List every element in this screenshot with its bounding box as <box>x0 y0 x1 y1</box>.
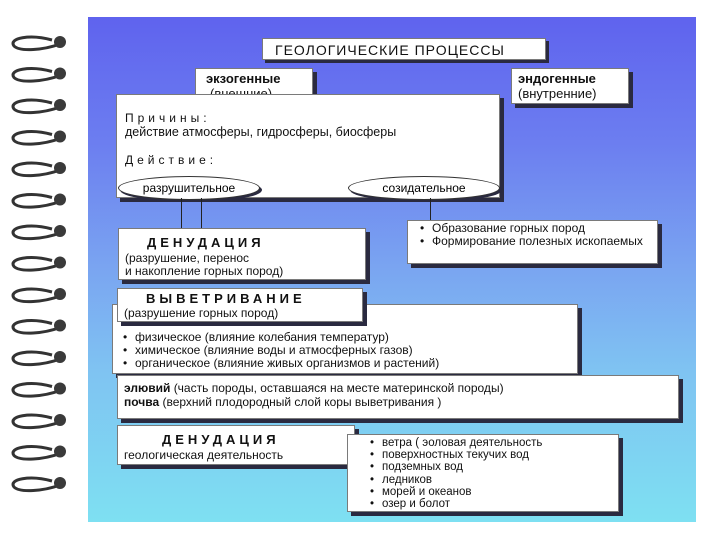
denudation-title: ДЕНУДАЦИЯ <box>147 235 265 250</box>
spiral-hole <box>54 414 66 426</box>
spiral-ring <box>13 321 60 334</box>
spiral-ring <box>13 289 60 302</box>
connector-left <box>181 198 182 228</box>
spiral-hole <box>54 131 66 143</box>
soil-def: (верхний плодородный слой коры выветривания ) <box>162 395 442 409</box>
spiral-ring <box>13 226 60 239</box>
endogenous-label: эндогенные <box>518 71 596 86</box>
denudation-line: и накопление горных пород) <box>125 264 284 278</box>
connector-left-2 <box>201 198 202 228</box>
soil-line <box>124 395 441 409</box>
spiral-ring <box>13 258 60 271</box>
spiral-hole <box>54 162 66 174</box>
connector-right <box>430 198 431 220</box>
spiral-hole <box>54 446 66 458</box>
spiral-hole <box>54 36 66 48</box>
eluvium-box <box>117 375 679 419</box>
title-box <box>262 38 546 60</box>
causes-heading: Причины: <box>125 111 211 125</box>
agent-item: • поверхностных текучих вод <box>368 449 542 461</box>
agent-item: • ветра ( эоловая деятельность <box>368 437 542 449</box>
agent-item: • подземных вод <box>368 461 542 473</box>
creative-results-box <box>407 220 658 264</box>
weathering-type-item: • химическое (влияние воды и атмосферных газов) <box>121 344 439 357</box>
spiral-hole <box>54 68 66 80</box>
eluvium-term: элювий <box>124 381 171 395</box>
endogenous-desc: (внутренние) <box>518 86 597 101</box>
weathering-type-item: • органическое (влияние живых организмов и растений) <box>121 357 439 370</box>
denudation-activity-title: ДЕНУДАЦИЯ <box>162 432 280 447</box>
spiral-ring <box>13 132 60 145</box>
creative-oval <box>348 176 500 200</box>
causes-text: действие атмосферы, гидросферы, биосферы <box>125 125 397 139</box>
spiral-hole <box>54 383 66 395</box>
spiral-ring <box>13 478 60 491</box>
spiral-binding <box>0 0 84 540</box>
spiral-ring <box>13 415 60 428</box>
denudation-activity-box <box>117 425 355 465</box>
eluvium-def: (часть породы, оставшаяся на месте материнской породы) <box>173 381 504 395</box>
creative-result-item: • Формирование полезных ископаемых <box>418 235 652 248</box>
spiral-ring <box>13 447 60 460</box>
creative-label: созидательное <box>382 181 466 195</box>
destructive-oval <box>118 176 260 200</box>
destructive-label: разрушительное <box>142 181 236 195</box>
soil-term: почва <box>124 395 160 409</box>
spiral-hole <box>54 351 66 363</box>
denudation-box <box>118 228 366 280</box>
weathering-box <box>117 288 363 322</box>
spiral-ring <box>13 37 60 50</box>
exogenous-label: экзогенные <box>206 71 281 86</box>
agent-item: • ледников <box>368 474 542 486</box>
creative-result-item: • Образование горных пород <box>418 222 652 235</box>
spiral-ring <box>13 352 60 365</box>
weathering-title: ВЫВЕТРИВАНИЕ <box>146 291 306 306</box>
agent-item: • морей и океанов <box>368 486 542 498</box>
spiral-hole <box>54 477 66 489</box>
spiral-hole <box>54 194 66 206</box>
agents-box <box>347 434 619 512</box>
denudation-line: (разрушение, перенос <box>125 251 250 265</box>
spiral-hole <box>54 320 66 332</box>
spiral-hole <box>54 288 66 300</box>
spiral-hole <box>54 99 66 111</box>
spiral-ring <box>13 384 60 397</box>
endogenous-box <box>511 68 629 104</box>
weathering-desc: (разрушение горных пород) <box>124 306 279 320</box>
spiral-ring <box>13 195 60 208</box>
page-title: ГЕОЛОГИЧЕСКИЕ ПРОЦЕССЫ <box>275 42 505 58</box>
spiral-ring <box>13 163 60 176</box>
spiral-ring <box>13 100 60 113</box>
denudation-activity-subtitle: геологическая деятельность <box>124 448 284 462</box>
spiral-hole <box>54 257 66 269</box>
action-heading: Действие: <box>125 153 218 167</box>
spiral-ring <box>13 69 60 82</box>
eluvium-line <box>124 381 504 395</box>
spiral-hole <box>54 225 66 237</box>
weathering-type-item: • физическое (влияние колебания температур) <box>121 331 439 344</box>
agent-item: • озер и болот <box>368 498 542 510</box>
